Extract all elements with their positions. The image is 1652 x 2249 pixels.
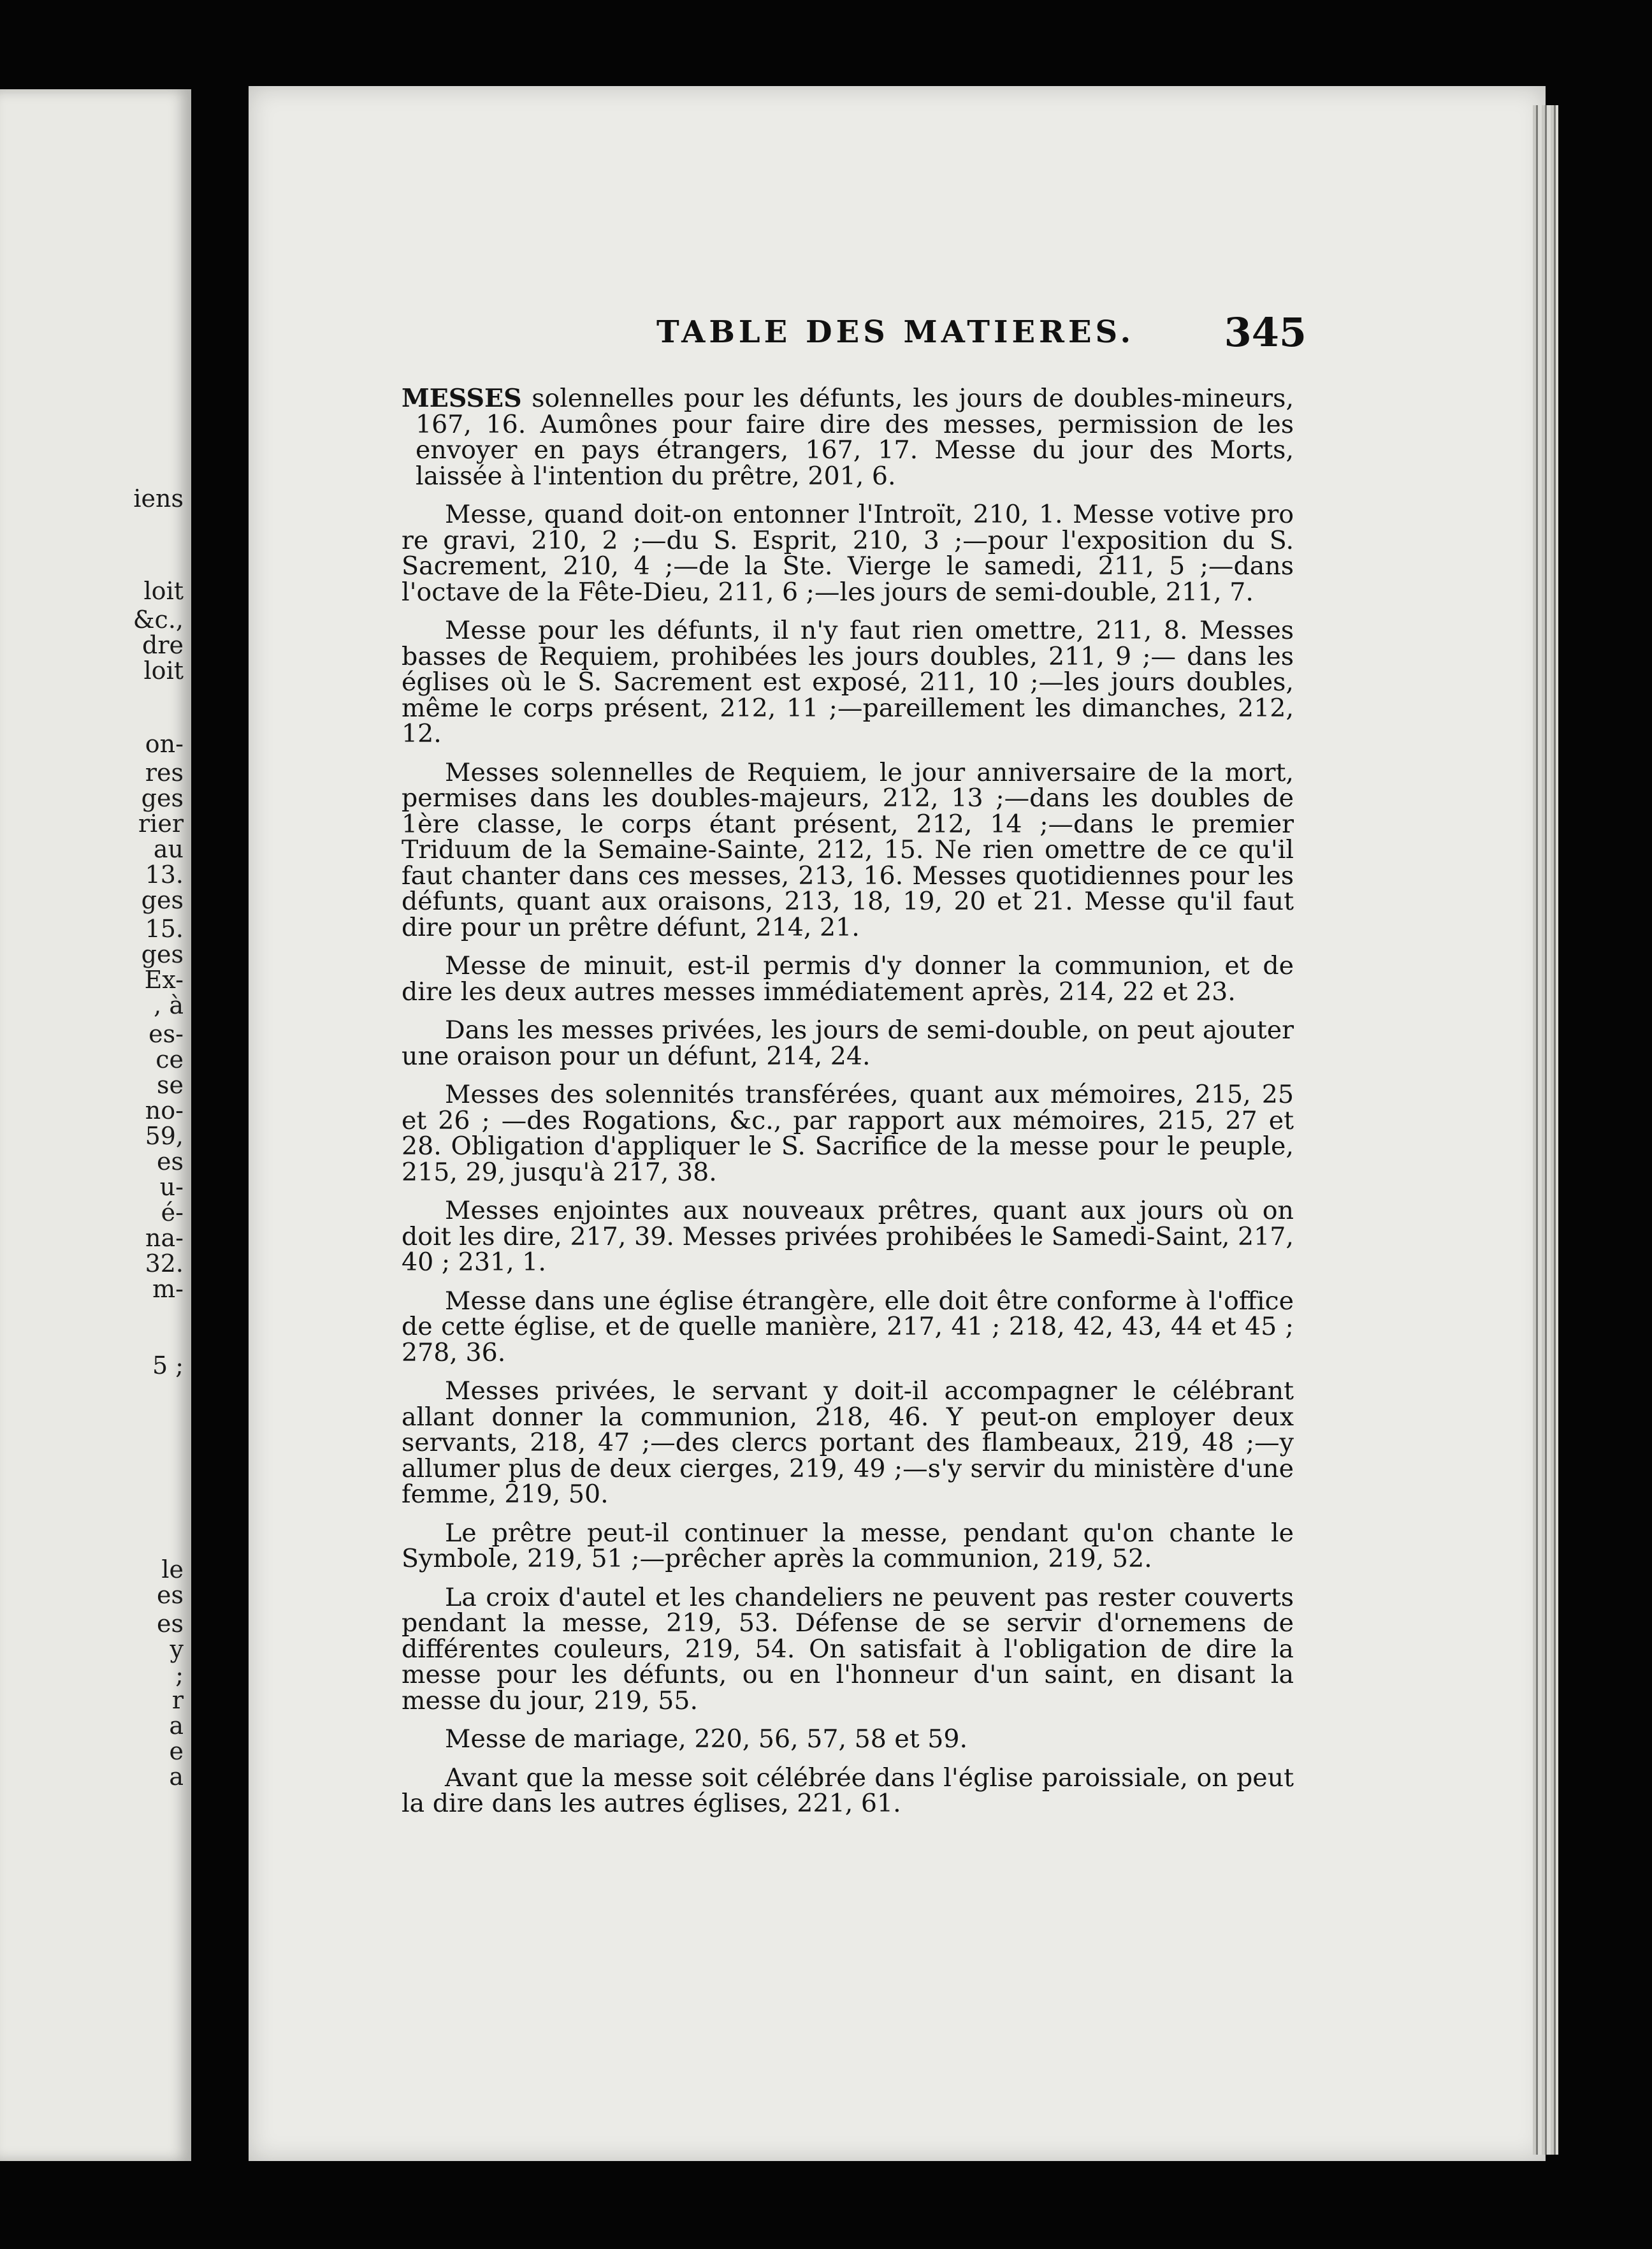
entry-text: solennelles pour les défunts, les jours de doubles-mineurs, 167, 16. Aumônes pour faire dire des messes, permission de les envoyer en pays étrangers, 167, 17. Messe du jour des Morts, laissée à l'intention du prêtre, 201, 6. xyxy=(416,384,1294,491)
left-page-text: es- xyxy=(149,1020,184,1048)
left-page-text: &c., xyxy=(133,606,184,634)
entry-paragraph: Messe pour les défunts, il n'y faut rien omettre, 211, 8. Messes basses de Requiem, prohibées les jours doubles, 211, 9 ;— dans les églises où le S. Sacrement est exposé, 211, 10 ;—les jours doubles, même le corps présent, 212, 11 ;—pareillement les dimanches, 212, 12. xyxy=(402,616,1294,748)
left-page-text: es xyxy=(157,1147,184,1175)
left-page-text: 5 ; xyxy=(152,1351,184,1379)
left-page-text: ges xyxy=(141,940,184,968)
left-page-text: 59, xyxy=(145,1122,184,1150)
left-page-text: 15. xyxy=(145,915,184,943)
entry-paragraph: Messes privées, le servant y doit-il accompagner le célébrant allant donner la communion, 218, 46. Y peut-on employer deux servants, 218, 47 ;—des clercs portant des flambeaux, 219, 48 ;—y allumer plus de deux cierges, 219, 49 ;—s'y servir du ministère d'une femme, 219, 50. xyxy=(402,1376,1294,1509)
left-page-text: 32. xyxy=(145,1249,184,1277)
left-page-text: Ex- xyxy=(144,966,184,994)
left-page-text: ges xyxy=(141,886,184,914)
page-header xyxy=(402,309,1307,360)
entry-paragraph: Messe de minuit, est-il permis d'y donner la communion, et de dire les deux autres messes immédiatement après, 214, 22 et 23. xyxy=(402,951,1294,1007)
entry-paragraph xyxy=(402,386,1294,489)
left-page-text: es xyxy=(157,1581,184,1609)
entry-paragraph: Messes solennelles de Requiem, le jour anniversaire de la mort, permises dans les doubles-majeurs, 212, 13 ;—dans les doubles de 1ère classe, le corps étant présent, 212, 14 ;—dans le premier Triduum de la Semaine-Sainte, 212, 15. Ne rien omettre de ce qu'il faut chanter dans ces messes, 213, 16. Messes quotidiennes pour les défunts, quant aux oraisons, 213, 18, 19, 20 et 21. Messe qu'il faut dire pour un prêtre défunt, 214, 21. xyxy=(402,757,1294,942)
entry-paragraph: Le prêtre peut-il continuer la messe, pendant qu'on chante le Symbole, 219, 51 ;—prêcher après la communion, 219, 52. xyxy=(402,1518,1294,1573)
left-page-text: loit xyxy=(143,657,184,685)
index-entry xyxy=(402,386,1294,1830)
left-page-text: no- xyxy=(145,1096,184,1124)
left-page-text: r xyxy=(171,1686,184,1714)
left-page-text: au xyxy=(153,835,184,863)
entry-paragraph: La croix d'autel et les chandeliers ne peuvent pas rester couverts pendant la messe, 219, 53. Défense de se servir d'ornemens de différentes couleurs, 219, 54. On satisfait à l'obligation de dire la messe pour les défunts, ou en l'honneur d'un saint, en disant la messe du jour, 219, 55. xyxy=(402,1582,1294,1715)
entry-paragraph: Messe, quand doit-on entonner l'Introït, 210, 1. Messe votive pro re gravi, 210, 2 ;—du S. Esprit, 210, 3 ;—pour l'exposition du S. Sacrement, 210, 4 ;—de la Ste. Vierge le samedi, 211, 5 ;—dans l'octave de la Fête-Dieu, 211, 6 ;—les jours de semi-double, 211, 7. xyxy=(402,500,1294,607)
left-page-text: 13. xyxy=(145,861,184,889)
left-page-fragment xyxy=(0,89,191,2161)
entry-paragraph: Messe dans une église étrangère, elle doit être conforme à l'office de cette église, et de quelle manière, 217, 41 ; 218, 42, 43, 44 et 45 ; 278, 36. xyxy=(402,1286,1294,1367)
entry-paragraph: Messes enjointes aux nouveaux prêtres, quant aux jours où on doit les dire, 217, 39. Messes privées prohibées le Samedi-Saint, 217, 40 ; 231, 1. xyxy=(402,1196,1294,1277)
left-page-text: se xyxy=(157,1071,184,1099)
left-page-text: a xyxy=(169,1763,184,1791)
running-title: TABLE DES MATIERES. xyxy=(656,314,1135,350)
left-page-text: ; xyxy=(175,1661,184,1689)
entry-paragraph: Messe de mariage, 220, 56, 57, 58 et 59. xyxy=(445,1724,968,1754)
entry-paragraph: Avant que la messe soit célébrée dans l'église paroissiale, on peut la dire dans les autres églises, 221, 61. xyxy=(402,1763,1294,1818)
left-page-text: es xyxy=(157,1610,184,1638)
left-page-text: e xyxy=(169,1737,184,1765)
left-page-text: ce xyxy=(156,1045,184,1074)
left-page-text: rier xyxy=(138,810,184,838)
page-number: 345 xyxy=(1224,309,1307,356)
left-page-text: res xyxy=(145,759,184,787)
entry-paragraph: Dans les messes privées, les jours de semi-double, on peut ajouter une oraison pour un défunt, 214, 24. xyxy=(402,1015,1294,1071)
left-page-text: y xyxy=(170,1635,184,1663)
left-page-text: le xyxy=(161,1555,184,1583)
left-page-text: a xyxy=(169,1712,184,1740)
left-page-text: iens xyxy=(133,484,184,513)
page-edge xyxy=(1533,105,1558,2155)
left-page-text: loit xyxy=(143,577,184,605)
left-page-text: u- xyxy=(159,1173,184,1201)
left-page-text: na- xyxy=(145,1224,184,1252)
left-page-text: on- xyxy=(145,730,184,758)
left-page-text: ges xyxy=(141,784,184,812)
left-page-text: é- xyxy=(161,1198,184,1226)
left-page-text: , à xyxy=(154,991,184,1019)
entry-paragraph: Messes des solennités transférées, quant aux mémoires, 215, 25 et 26 ; —des Rogations, &c., par rapport aux mémoires, 215, 27 et 28. Obligation d'appliquer le S. Sacrifice de la messe pour le peuple, 215, 29, jusqu'à 217, 38. xyxy=(402,1080,1294,1187)
left-page-text: dre xyxy=(142,631,184,659)
entry-head-word: MESSES xyxy=(402,384,522,413)
left-page-text: m- xyxy=(152,1275,184,1303)
